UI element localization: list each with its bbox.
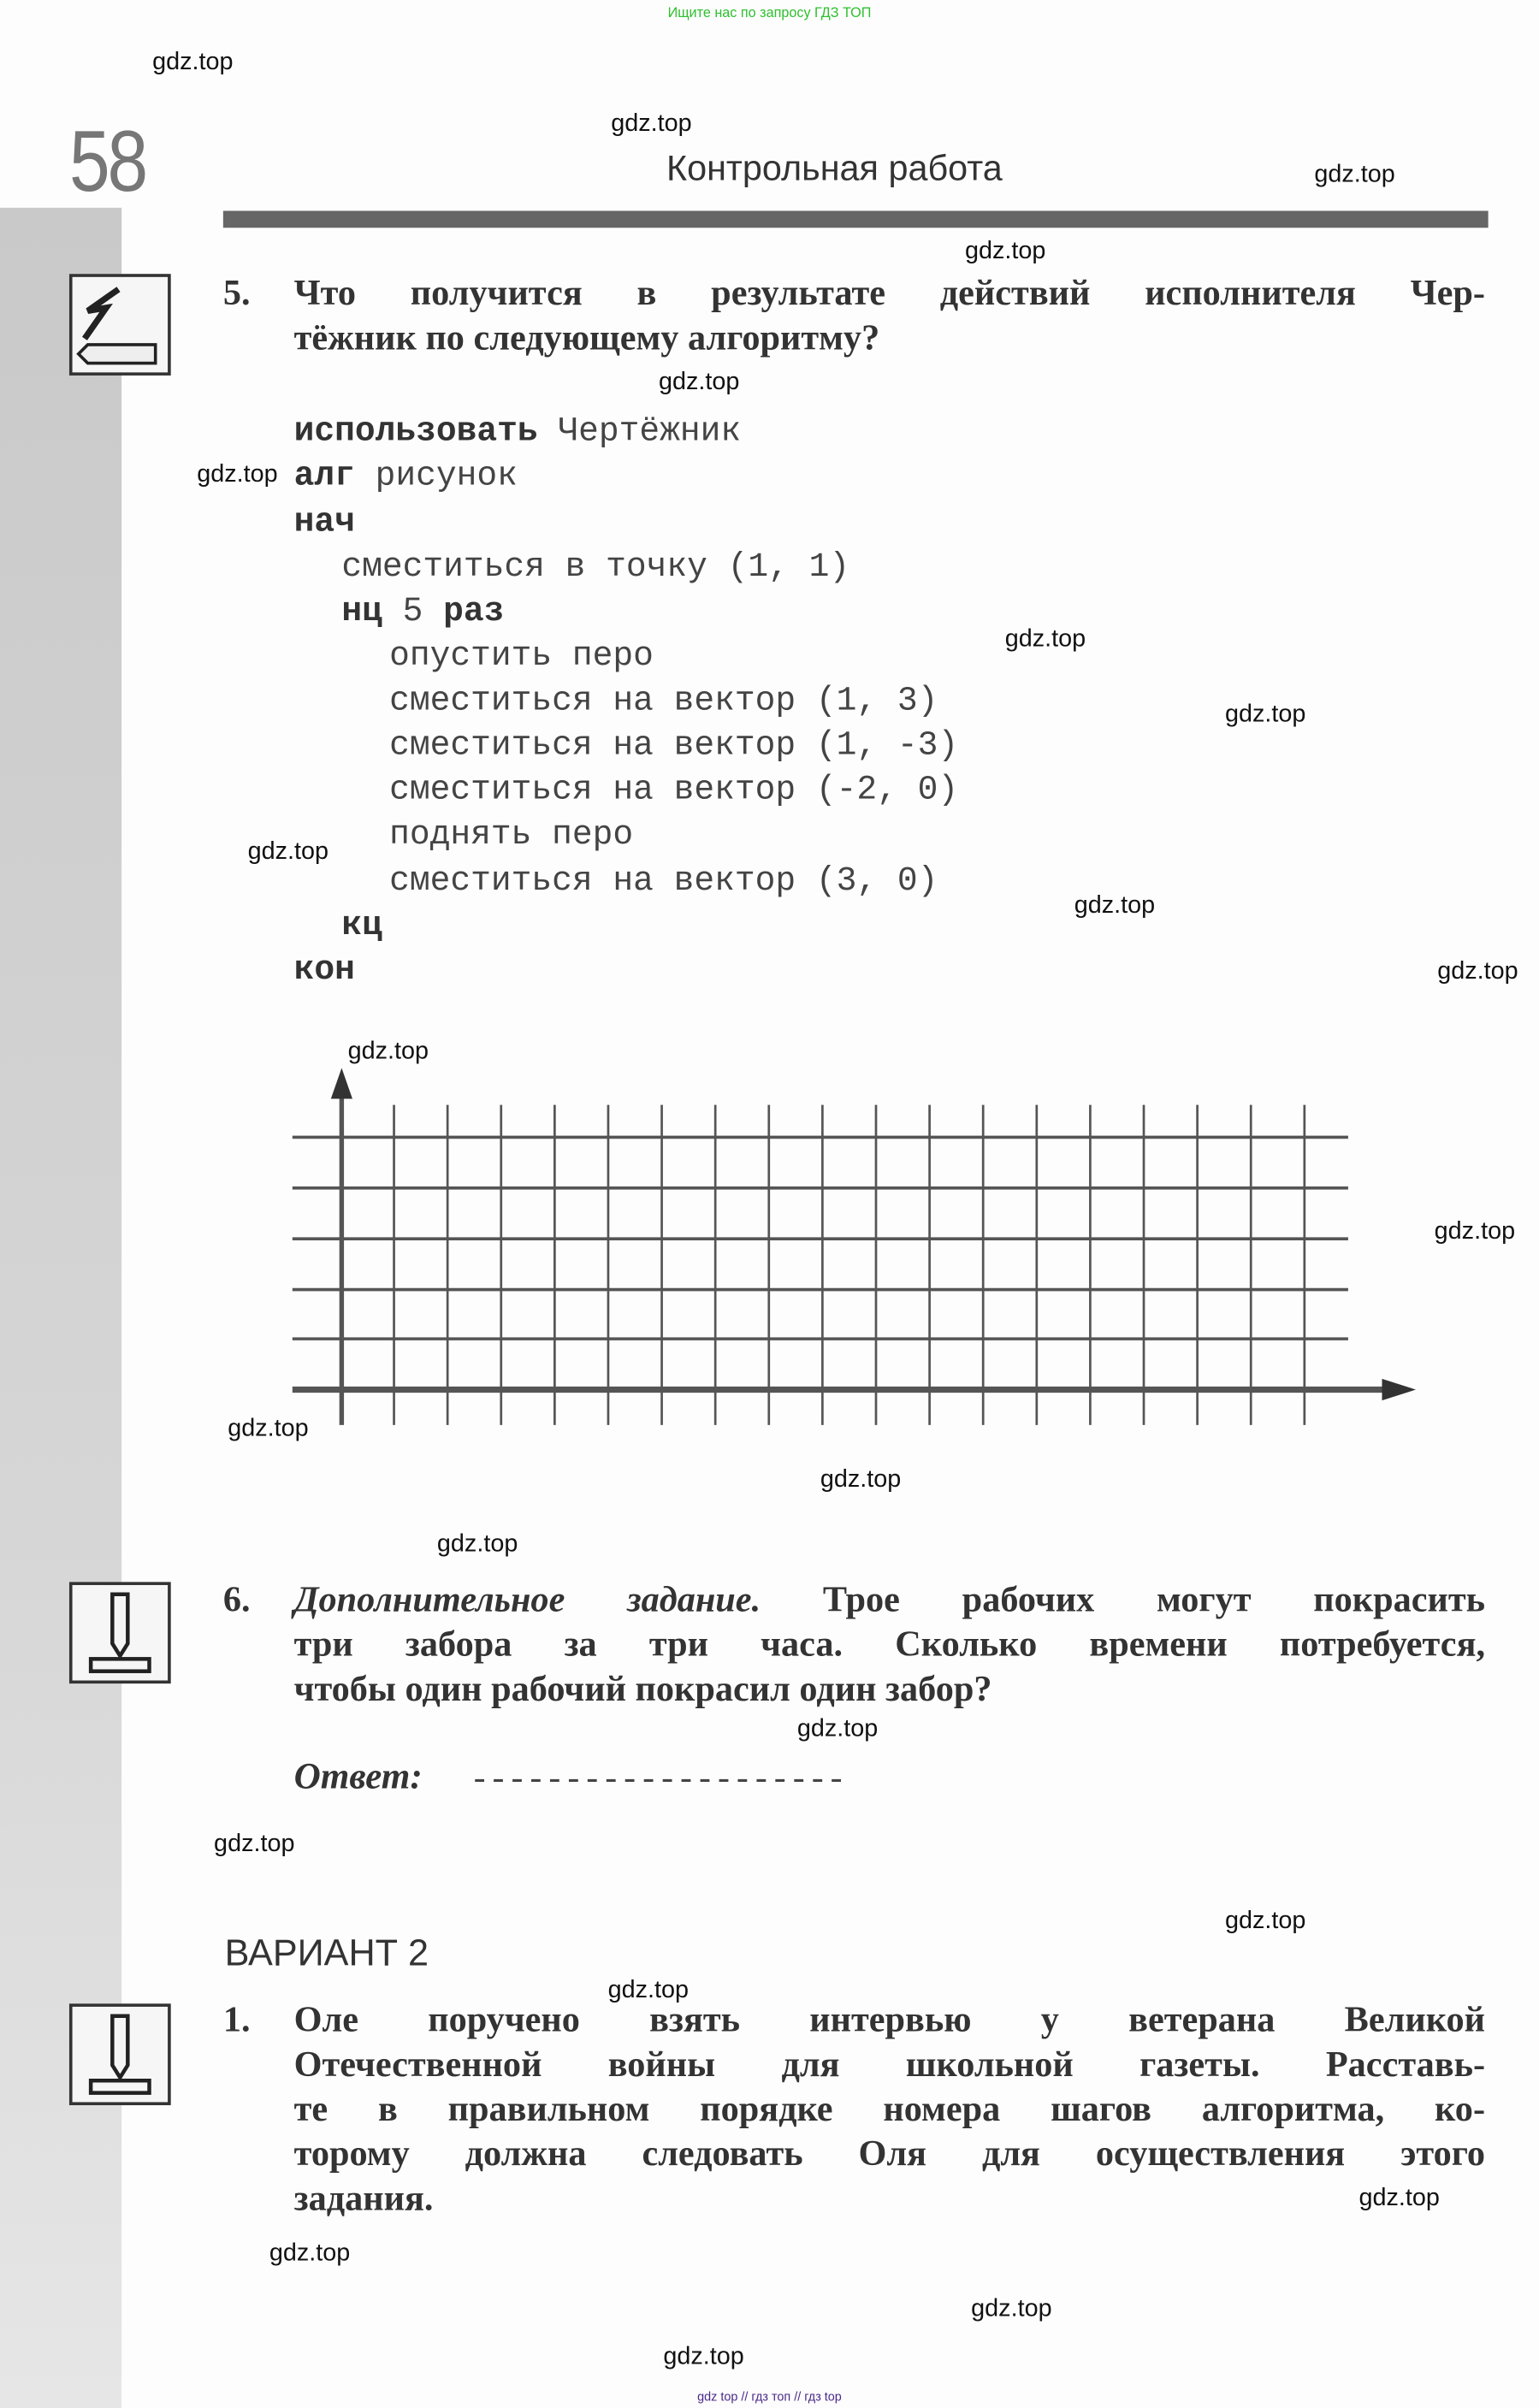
watermark: gdz.top (214, 1831, 295, 1858)
task-line: те в правильном порядке номера шагов алгоритма, ко- (293, 2090, 1486, 2130)
watermark: gdz.top (197, 461, 278, 488)
watermark: gdz.top (152, 49, 234, 76)
x-axis-arrow (1382, 1379, 1417, 1400)
page-title: Контрольная работа (666, 147, 1003, 188)
task6-line: три забора за три часа. Сколько времени потребуется, (293, 1624, 1486, 1665)
code-line: опустить перо (389, 636, 654, 676)
task-line: Оле поручено взять интервью у ветерана Великой (293, 2000, 1486, 2041)
watermark: gdz.top (1225, 1908, 1306, 1935)
code-line: поднять перо (389, 815, 634, 855)
task5-line: тёжник по следующему алгоритму? (293, 318, 880, 359)
task-line: торому должна следовать Оля для осуществления этого (293, 2134, 1486, 2174)
watermark: gdz.top (820, 1466, 902, 1494)
watermark: gdz.top (964, 238, 1046, 265)
keyword: кон (293, 950, 355, 990)
keyword: использовать (293, 412, 538, 452)
answer-label: Ответ: (293, 1757, 423, 1798)
watermark: gdz.top (228, 1416, 309, 1442)
keyword: нц (341, 592, 382, 631)
watermark: gdz.top (269, 2240, 351, 2267)
keyword: кц (341, 906, 382, 945)
watermark: gdz.top (611, 110, 692, 138)
watermark: gdz.top (1314, 161, 1395, 188)
watermark: gdz.top (1358, 2185, 1440, 2212)
pencil-icon (69, 1582, 171, 1683)
code-line: сместиться на вектор (3, 0) (389, 861, 938, 901)
task6-text: Трое рабочих могут покрасить (822, 1580, 1486, 1621)
watermark: gdz.top (1004, 626, 1086, 653)
top-banner[interactable]: Ищите нас по запросу ГДЗ ТОП (667, 4, 872, 21)
code-text: рисунок (375, 457, 518, 496)
task5-line: Что получится в результате действий исполнителя Чер- (293, 274, 1486, 314)
watermark: gdz.top (436, 1531, 518, 1558)
watermark: gdz.top (347, 1038, 429, 1065)
task-number: 1. (222, 2000, 251, 2041)
keyword: нач (293, 503, 355, 542)
watermark: gdz.top (971, 2296, 1052, 2322)
task-line: Отечественной войны для школьной газеты. Расставь- (293, 2044, 1486, 2086)
variant-heading: ВАРИАНТ 2 (224, 1932, 429, 1975)
keyword: алг (293, 457, 355, 496)
task6-number: 6. (222, 1580, 251, 1621)
code-text: Чертёжник (558, 412, 742, 452)
task6-line: чтобы один рабочий покрасил один забор? (293, 1669, 992, 1710)
watermark: gdz.top (1437, 958, 1518, 985)
watermark: gdz.top (1074, 892, 1156, 920)
pencil-icon (69, 2003, 171, 2105)
code-text: 5 (402, 592, 423, 631)
task5-number: 5. (222, 274, 251, 314)
watermark: gdz.top (796, 1715, 879, 1742)
bottom-banner[interactable]: gdz top // гдз топ // гдз top (697, 2389, 842, 2405)
watermark: gdz.top (1225, 701, 1306, 728)
task6-lead: Дополнительное задание. (293, 1580, 761, 1621)
watermark: gdz.top (607, 1977, 690, 2004)
code-line: сместиться в точку (1, 1) (341, 547, 850, 587)
watermark: gdz.top (1434, 1218, 1516, 1245)
watermark: gdz.top (658, 369, 740, 396)
y-axis-arrow (331, 1068, 352, 1099)
page-number: 58 (68, 112, 146, 210)
watermark: gdz.top (247, 838, 329, 866)
watermark: gdz.top (663, 2343, 744, 2370)
code-line: сместиться на вектор (1, -3) (389, 726, 959, 766)
answer-field[interactable]: -------------------- (469, 1761, 845, 1801)
keyword: раз (443, 592, 505, 631)
code-line: сместиться на вектор (1, 3) (389, 681, 938, 720)
code-line: сместиться на вектор (-2, 0) (389, 771, 959, 810)
task-line: задания. (293, 2179, 434, 2220)
